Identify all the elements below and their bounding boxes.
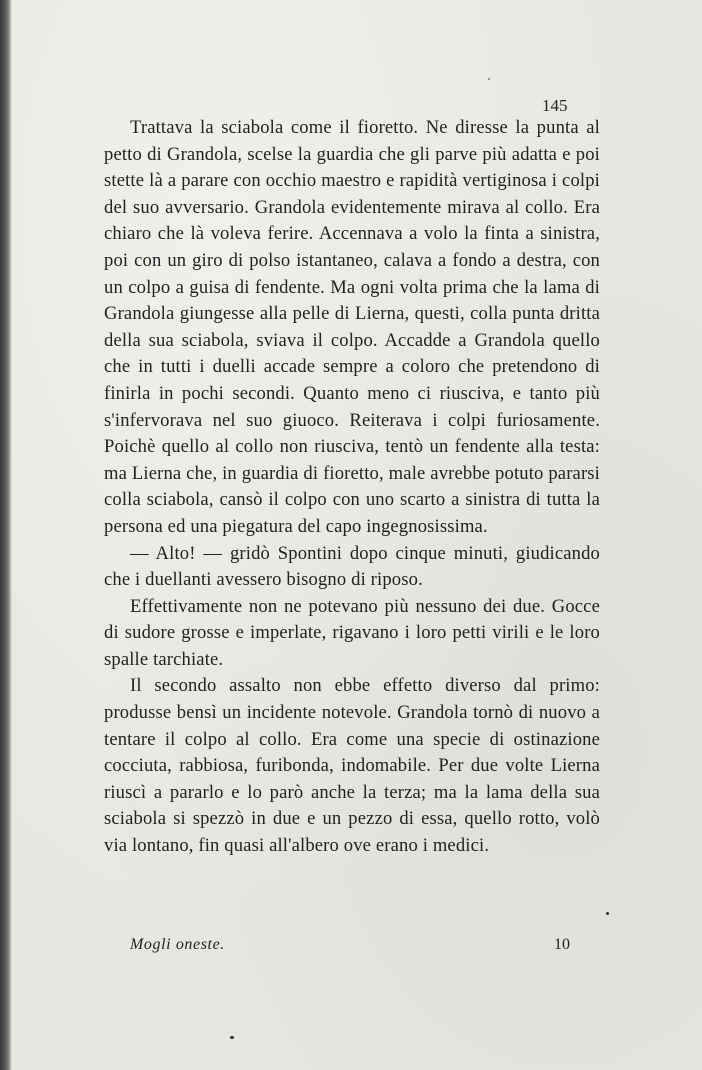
body-text xyxy=(104,115,600,860)
ink-speck xyxy=(488,78,490,80)
running-title: Mogli oneste. xyxy=(130,936,225,953)
paragraph-4: Il secondo assalto non ebbe effetto diverso dal primo: produsse bensì un incidente notevole. Grandola tornò di nuovo a tentare il colpo al collo. Era come una specie di ostinazione cocciuta, rabbiosa, furibonda, indomabile. Per due volte Lierna riuscì a pararlo e lo parò anche la terza; ma la lama della sua sciabola si spezzò in due e un pezzo di essa, quello rotto, volò via lontano, fin quasi all'albero ove erano i medici. xyxy=(104,675,600,857)
page-number: 145 xyxy=(542,96,568,115)
paragraph-3: Effettivamente non ne potevano più nessuno dei due. Gocce di sudore grosse e imperlate, rigavano i loro petti virili e le loro spalle tarchiate. xyxy=(104,595,600,670)
paragraph-2: — Alto! — gridò Spontini dopo cinque minuti, giudicando che i duellanti avessero bisogno di riposo. xyxy=(104,542,600,591)
ink-speck xyxy=(230,1036,234,1039)
ink-speck xyxy=(606,912,609,915)
paragraph-1: Trattava la sciabola come il fioretto. Ne diresse la punta al petto di Grandola, scelse la guardia che gli parve più adatta e poi stette là a parare con occhio maestro e rapidità vertiginosa i colpi del suo avversario. Grandola evidentemente mirava al collo. Era chiaro che là voleva ferire. Accennava a volo la finta a sinistra, poi con un giro di polso istantaneo, calava a fondo a destra, con un colpo a guisa di fendente. Ma ogni volta prima che la lama di Grandola giungesse alla pelle di Lierna, questi, colla punta dritta della sua sciabola, sviava il colpo. Accadde a Grandola quello che in tutti i duelli accade sempre a coloro che pretendono di finirla in pochi secondi. Quanto meno ci riusciva, e tanto più s'infervorava nel suo giuoco. Reiterava i colpi furiosamente. Poichè quello al collo non riusciva, tentò un fendente alla testa: ma Lierna che, in guardia di fioretto, male avrebbe potuto pararsi colla sciabola, cansò il colpo con uno scarto a sinistra di tutta la persona ed una piegatura del capo ingegnosissima. xyxy=(104,117,600,537)
binding-edge xyxy=(0,0,12,1070)
signature-mark: 10 xyxy=(554,936,570,953)
